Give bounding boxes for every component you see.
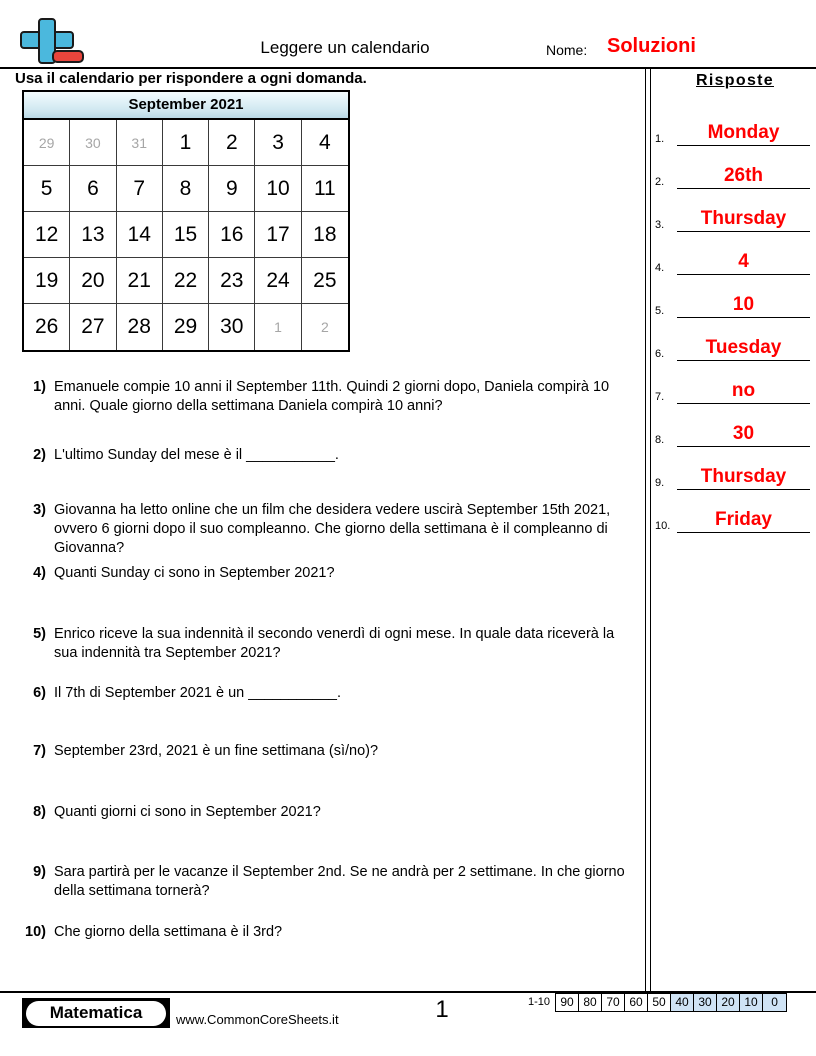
question-text: Il 7th di September 2021 è un ___________.: [54, 685, 342, 701]
calendar-day-cell: 16: [209, 212, 255, 258]
calendar-day-cell: 15: [163, 212, 209, 258]
calendar-day-cell: 29: [24, 120, 70, 166]
calendar-day-cell: 3: [255, 120, 301, 166]
column-divider-left: [645, 69, 646, 991]
question-row: [22, 742, 634, 761]
answer-row: [655, 276, 810, 318]
question-text: September 23rd, 2021 è un fine settimana (sì/no)?: [54, 743, 379, 759]
question-row: [22, 684, 634, 703]
calendar-day-cell: 13: [70, 212, 116, 258]
grading-scale-box: 40: [671, 994, 694, 1011]
answer-number: 4.: [655, 262, 665, 274]
question-text: Giovanna ha letto online che un film che desidera vedere uscirà September 15th 2021, ovvero 6 giorni dopo il suo compleanno. Che giorno della settimana è il compleanno di Giovanna?: [54, 502, 611, 556]
answer-value: Thursday: [677, 465, 810, 490]
calendar-day-cell: 4: [302, 120, 348, 166]
answer-row: [655, 190, 810, 232]
answer-row: [655, 147, 810, 189]
calendar-day-cell: 22: [163, 258, 209, 304]
site-url: www.CommonCoreSheets.it: [176, 1012, 339, 1027]
question-number: 7): [33, 743, 46, 759]
question-row: [22, 923, 634, 942]
answer-value: 4: [677, 250, 810, 275]
question-number: 6): [33, 685, 46, 701]
calendar-day-cell: 2: [209, 120, 255, 166]
question-number: 2): [33, 447, 46, 463]
question-number: 5): [33, 626, 46, 642]
name-value: Soluzioni: [607, 35, 696, 57]
answer-value: Monday: [677, 121, 810, 146]
grading-scale-label: 1-10: [528, 996, 551, 1008]
answer-number: 7.: [655, 391, 665, 403]
answer-row: [655, 233, 810, 275]
question-row: [22, 378, 634, 416]
grading-scale-box: 10: [740, 994, 763, 1011]
grading-scale-box: 0: [763, 994, 786, 1011]
calendar-day-cell: 1: [255, 304, 301, 350]
answer-value: 10: [677, 293, 810, 318]
calendar-day-cell: 1: [163, 120, 209, 166]
grading-scale-box: 20: [717, 994, 740, 1011]
question-number: 1): [33, 379, 46, 395]
answer-number: 9.: [655, 477, 665, 489]
answer-row: [655, 491, 810, 533]
calendar-day-cell: 29: [163, 304, 209, 350]
calendar-day-cell: 20: [70, 258, 116, 304]
grading-scale-box: 80: [579, 994, 602, 1011]
calendar-day-cell: 30: [70, 120, 116, 166]
answer-row: [655, 319, 810, 361]
calendar-day-cell: 19: [24, 258, 70, 304]
question-text: Che giorno della settimana è il 3rd?: [54, 924, 283, 940]
answer-value: Tuesday: [677, 336, 810, 361]
question-row: [22, 863, 634, 901]
calendar-day-cell: 11: [302, 166, 348, 212]
question-number: 9): [33, 864, 46, 880]
answer-number: 6.: [655, 348, 665, 360]
question-number: 3): [33, 502, 46, 518]
answer-value: 26th: [677, 164, 810, 189]
calendar: [22, 90, 350, 352]
calendar-month-title: September 2021: [24, 92, 348, 120]
question-row: [22, 446, 634, 465]
name-label: Nome:: [546, 42, 588, 58]
calendar-day-cell: 17: [255, 212, 301, 258]
grading-scale-box: 60: [625, 994, 648, 1011]
plus-minus-logo-icon: [14, 18, 86, 64]
grading-scale-box: 30: [694, 994, 717, 1011]
calendar-day-cell: 31: [117, 120, 163, 166]
instructions-text: Usa il calendario per rispondere a ogni domanda.: [15, 70, 367, 87]
answer-row: [655, 405, 810, 447]
question-text: Sara partirà per le vacanze il September 2nd. Se ne andrà per 2 settimane. In che giorno della settimana tornerà?: [54, 864, 625, 899]
grading-scale-box: 50: [648, 994, 671, 1011]
page-number: 1: [435, 996, 449, 1023]
calendar-day-cell: 12: [24, 212, 70, 258]
minus-bar-icon: [52, 50, 84, 63]
calendar-grid: [24, 120, 348, 350]
calendar-day-cell: 7: [117, 166, 163, 212]
calendar-day-cell: 24: [255, 258, 301, 304]
answer-row: [655, 104, 810, 146]
calendar-day-cell: 9: [209, 166, 255, 212]
calendar-day-cell: 28: [117, 304, 163, 350]
question-text: L'ultimo Sunday del mese è il ___________.: [54, 447, 339, 463]
question-row: [22, 564, 634, 583]
grading-scale: [528, 993, 787, 1012]
calendar-day-cell: 5: [24, 166, 70, 212]
question-text: Enrico riceve la sua indennità il secondo venerdì di ogni mese. In quale data riceverà la sua indennità tra September 2021?: [54, 626, 615, 661]
question-text: Quanti giorni ci sono in September 2021?: [54, 804, 321, 820]
question-number: 4): [33, 565, 46, 581]
answer-number: 8.: [655, 434, 665, 446]
answer-value: no: [677, 379, 810, 404]
answer-number: 5.: [655, 305, 665, 317]
answer-row: [655, 362, 810, 404]
calendar-day-cell: 10: [255, 166, 301, 212]
answer-value: 30: [677, 422, 810, 447]
calendar-day-cell: 6: [70, 166, 116, 212]
calendar-day-cell: 26: [24, 304, 70, 350]
answer-value: Thursday: [677, 207, 810, 232]
calendar-day-cell: 14: [117, 212, 163, 258]
brand-label: Matematica: [26, 1001, 166, 1026]
question-number: 8): [33, 804, 46, 820]
grading-scale-boxes: [555, 993, 787, 1012]
calendar-day-cell: 8: [163, 166, 209, 212]
answer-number: 3.: [655, 219, 665, 231]
calendar-day-cell: 30: [209, 304, 255, 350]
column-divider-right: [650, 69, 651, 991]
page-header: [0, 0, 816, 68]
brand-badge: [22, 998, 170, 1028]
calendar-day-cell: 25: [302, 258, 348, 304]
question-text: Emanuele compie 10 anni il September 11th. Quindi 2 giorni dopo, Daniela compirà 10 anni. Quale giorno della settimana Daniela compirà 10 anni?: [54, 379, 610, 414]
question-row: [22, 625, 634, 663]
answer-number: 10.: [655, 520, 671, 532]
calendar-day-cell: 21: [117, 258, 163, 304]
grading-scale-box: 90: [556, 994, 579, 1011]
calendar-day-cell: 23: [209, 258, 255, 304]
question-row: [22, 501, 634, 558]
calendar-day-cell: 2: [320, 319, 329, 335]
grading-scale-box: 70: [602, 994, 625, 1011]
calendar-day-cell: 18: [302, 212, 348, 258]
answer-key-title: Risposte: [696, 72, 774, 89]
calendar-day-cell: 27: [70, 304, 116, 350]
question-row: [22, 803, 634, 822]
answer-number: 1.: [655, 133, 665, 145]
answer-row: [655, 448, 810, 490]
answer-number: 2.: [655, 176, 665, 188]
question-text: Quanti Sunday ci sono in September 2021?: [54, 565, 335, 581]
page-title: Leggere un calendario: [260, 38, 430, 57]
header-divider: [0, 67, 816, 69]
answer-value: Friday: [677, 508, 810, 533]
question-number: 10): [25, 924, 46, 940]
